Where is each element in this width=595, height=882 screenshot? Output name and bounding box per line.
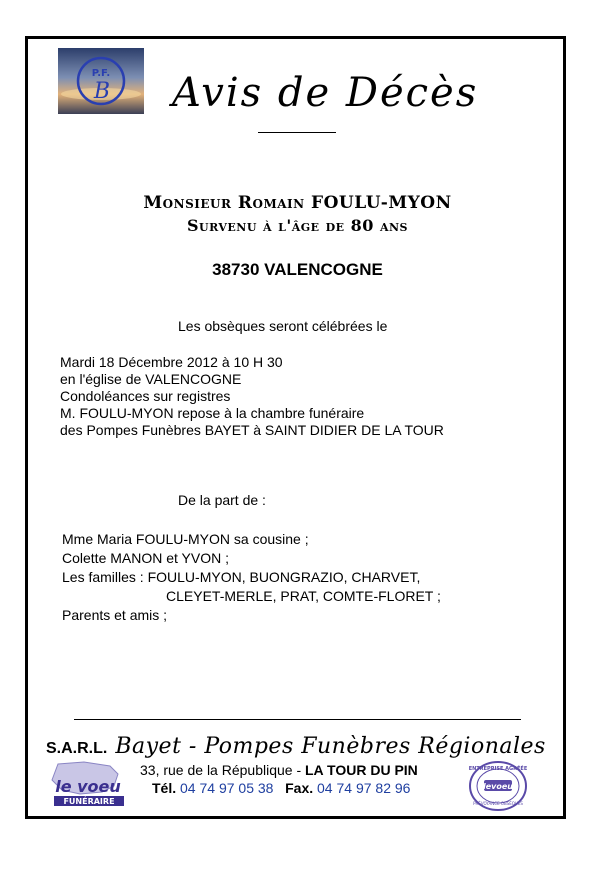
ceremony-line: M. FOULU-MYON repose à la chambre funéraire: [60, 405, 365, 421]
family-intro: De la part de :: [178, 492, 266, 508]
family-line: Colette MANON et YVON ;: [62, 550, 230, 566]
ceremony-line: Condoléances sur registres: [60, 388, 231, 404]
seal-bottom-text: PRÉVOYANCE OBSÈQUES: [473, 801, 523, 806]
company-line: [46, 734, 546, 759]
fax-label: Fax.: [285, 780, 314, 796]
tel-label: Tél.: [152, 780, 177, 796]
company-sarl: S.A.R.L.: [46, 740, 108, 757]
title-divider: [258, 132, 336, 133]
seal-center-text: levoeu: [483, 782, 513, 791]
ceremony-line: en l'église de VALENCOGNE: [60, 371, 242, 387]
company-address: [140, 762, 418, 778]
company-phone: [152, 780, 410, 796]
levoeu-brand: le voeu: [55, 777, 121, 796]
agree-seal-logo: [468, 760, 528, 812]
footer-divider: [74, 719, 521, 720]
family-list: [62, 530, 441, 625]
family-line: Mme Maria FOULU-MYON sa cousine ;: [62, 531, 309, 547]
address-street: 33, rue de la République -: [140, 762, 302, 778]
ceremony-details: [60, 354, 444, 439]
family-line: Parents et amis ;: [62, 607, 168, 623]
levoeu-logo: [44, 760, 136, 808]
deceased-town: 38730 VALENCOGNE: [212, 260, 383, 279]
company-name: Bayet - Pompes Funèbres Régionales: [115, 734, 546, 759]
pfb-logo: [58, 48, 144, 114]
deceased-name: Monsieur Romain FOULU-MYON: [143, 193, 452, 213]
address-city: LA TOUR DU PIN: [305, 762, 418, 778]
deceased-age: Survenu à l'âge de 80 ans: [186, 216, 409, 235]
ceremony-line: Mardi 18 Décembre 2012 à 10 H 30: [60, 354, 283, 370]
ceremony-line: des Pompes Funèbres BAYET à SAINT DIDIER DE LA TOUR: [60, 422, 444, 438]
family-line: Les familles : FOULU-MYON, BUONGRAZIO, CHARVET,: [62, 569, 421, 585]
fax-number: 04 74 97 82 96: [317, 780, 411, 796]
ceremony-intro: Les obsèques seront célébrées le: [178, 318, 388, 334]
seal-top-text: ENTREPRISE AGRÉÉE: [468, 766, 528, 772]
page-title: Avis de Décès: [172, 70, 479, 116]
logo-pf-text: P.F.: [91, 68, 111, 79]
tel-number: 04 74 97 05 38: [180, 780, 274, 796]
logo-b-letter: B: [93, 79, 111, 104]
levoeu-sub: FUNÉRAIRE: [63, 797, 115, 806]
family-line: CLEYET-MERLE, PRAT, COMTE-FLORET ;: [166, 588, 441, 604]
